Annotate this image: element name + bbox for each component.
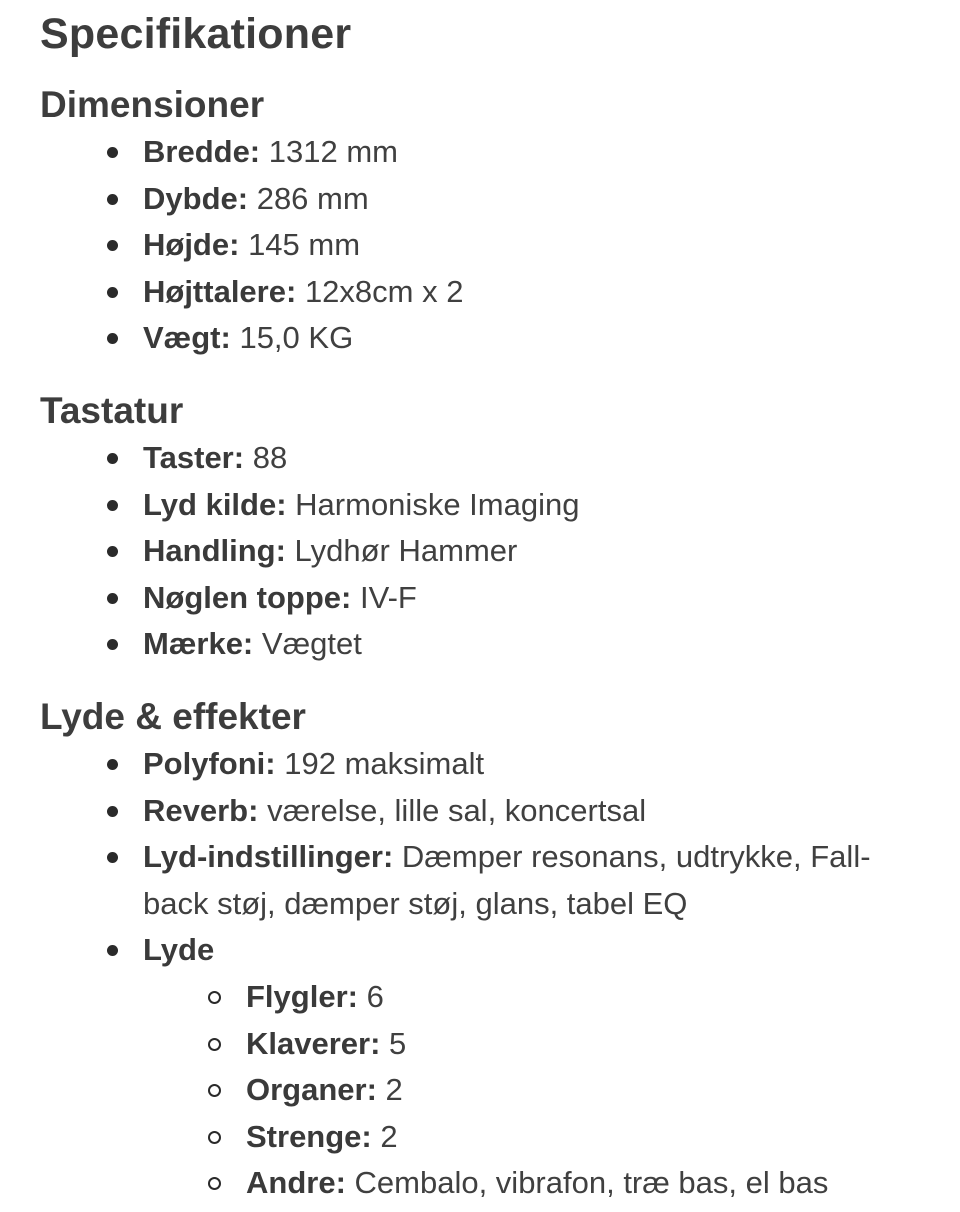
sub-list-item — [246, 974, 940, 1021]
list-item — [143, 834, 953, 927]
spec-key: Flygler: — [246, 978, 358, 1014]
spec-list — [40, 435, 960, 668]
list-item — [143, 435, 960, 482]
bullet-icon — [107, 759, 118, 770]
section-tastatur — [40, 387, 960, 668]
spec-key: Mærke: — [143, 626, 254, 662]
spec-key: Vægt: — [143, 320, 231, 356]
spec-value: Dæmper resonans, udtrykke, Fall-back støj, dæmper støj, glans, tabel EQ — [143, 839, 871, 921]
spec-value: 192 maksimalt — [284, 745, 485, 781]
bullet-icon — [107, 147, 118, 158]
spec-key: Bredde: — [143, 134, 261, 169]
bullet-icon — [107, 240, 118, 251]
bullet-icon — [107, 593, 118, 604]
circle-bullet-icon — [208, 1131, 221, 1144]
bullet-icon — [107, 500, 118, 511]
list-item — [143, 741, 960, 788]
bullet-icon — [107, 806, 118, 817]
list-item — [143, 482, 960, 529]
spec-value: 12x8cm x 2 — [304, 273, 464, 309]
spec-key: Andre: — [246, 1165, 346, 1201]
bullet-icon — [107, 639, 118, 650]
spec-key: Nøglen toppe: — [143, 579, 352, 615]
spec-key: Højttalere: — [143, 273, 297, 309]
list-item — [143, 621, 960, 668]
bullet-icon — [107, 333, 118, 344]
spec-value: 2 — [380, 1118, 398, 1154]
section-title: Tastatur — [40, 389, 184, 431]
list-item — [143, 315, 960, 362]
spec-list — [40, 129, 960, 362]
spec-list — [40, 741, 960, 1207]
bullet-icon — [107, 852, 118, 863]
spec-value: Vægtet — [261, 626, 362, 662]
spec-value: 286 mm — [256, 180, 369, 216]
circle-bullet-icon — [208, 1084, 221, 1097]
spec-key: Lyd-indstillinger: — [143, 839, 394, 875]
spec-value: IV-F — [359, 579, 417, 615]
list-item — [143, 528, 960, 575]
list-item — [143, 222, 960, 269]
sub-list-item — [246, 1021, 940, 1068]
spec-key: Handling: — [143, 533, 286, 569]
spec-value: 88 — [252, 439, 288, 475]
list-item — [143, 269, 960, 316]
sub-list-item — [246, 1114, 940, 1161]
sub-list-item — [246, 1160, 940, 1207]
spec-key: Dybde: — [143, 180, 249, 216]
spec-value: værelse, lille sal, koncertsal — [267, 792, 647, 828]
spec-value: Cembalo, vibrafon, træ bas, el bas — [354, 1165, 829, 1201]
circle-bullet-icon — [208, 991, 221, 1004]
spec-key: Organer: — [246, 1072, 377, 1108]
spec-key: Reverb: — [143, 792, 259, 828]
spec-value: 145 mm — [248, 227, 361, 263]
section-lyde-effekter — [40, 693, 960, 1207]
bullet-icon — [107, 546, 118, 557]
spec-key: Lyde — [143, 932, 215, 968]
spec-key: Klaverer: — [246, 1025, 381, 1061]
spec-key: Lyd kilde: — [143, 486, 287, 522]
section-title: Dimensioner — [40, 84, 265, 125]
section-dimensioner — [40, 81, 960, 362]
section-title: Lyde & effekter — [40, 695, 306, 737]
circle-bullet-icon — [208, 1177, 221, 1190]
list-item — [143, 129, 960, 176]
list-item — [143, 176, 960, 223]
sub-list — [143, 974, 940, 1207]
spec-value: 5 — [389, 1025, 407, 1061]
spec-key: Højde: — [143, 227, 240, 263]
sub-list-item — [246, 1067, 940, 1114]
list-item — [143, 575, 960, 622]
bullet-icon — [107, 945, 118, 956]
list-item — [143, 927, 960, 1207]
spec-value: Lydhør Hammer — [294, 533, 518, 569]
spec-value: 6 — [366, 978, 384, 1014]
bullet-icon — [107, 287, 118, 298]
bullet-icon — [107, 453, 118, 464]
spec-key: Polyfoni: — [143, 745, 276, 781]
spec-key: Taster: — [143, 439, 245, 475]
circle-bullet-icon — [208, 1038, 221, 1051]
spec-value: 1312 mm — [268, 134, 398, 169]
page-title: Specifikationer — [40, 10, 352, 58]
spec-key: Strenge: — [246, 1118, 372, 1154]
spec-value: Harmoniske Imaging — [295, 486, 580, 522]
bullet-icon — [107, 194, 118, 205]
list-item — [143, 788, 960, 835]
spec-value: 2 — [385, 1072, 403, 1108]
spec-value: 15,0 KG — [239, 320, 354, 356]
